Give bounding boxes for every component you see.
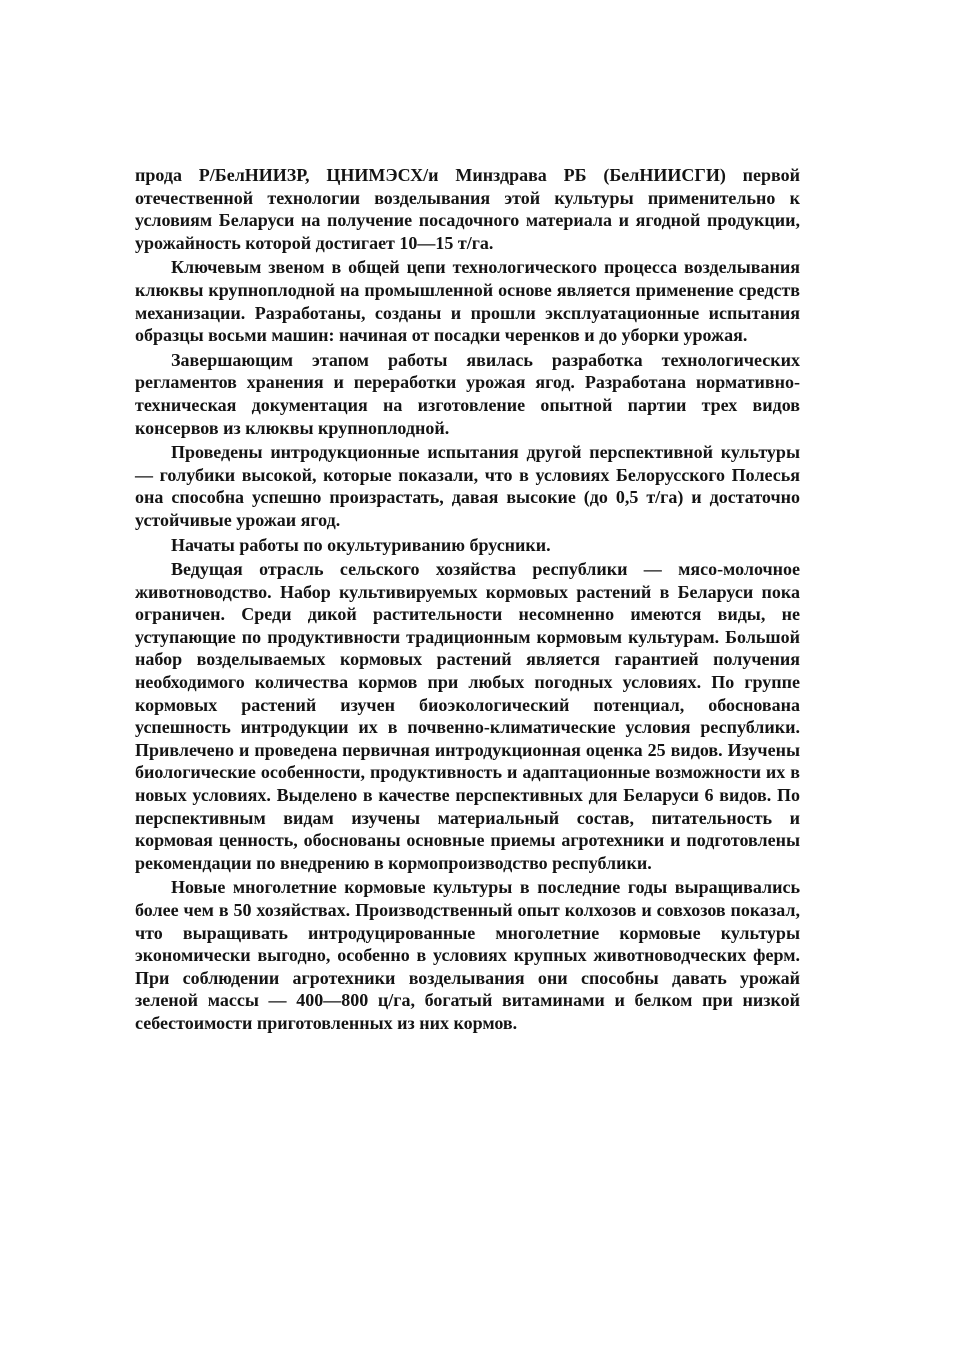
paragraph-continuation: прода Р/БелНИИЗР, ЦНИМЭСХ/и Минздрава РБ (БелНИИСГИ) первой отечественной технологии возделывания этой культуры применительно к условиям Беларуси на получение посадочного материала и ягодной продукции, урожайность которой достигает 10—15 т/га.	[135, 165, 800, 253]
paragraph-livestock: Ведущая отрасль сельского хозяйства республики — мясо-молочное животноводство. Набор культивируемых кормовых растений в Беларуси пока ограничен. Среди дикой растительности несомненно имеются виды, не уступающие по продуктивности традиционным кормовым культурам. Большой набор возделываемых кормовых растений является гарантией получения необходимого количества кормов при любых погодных условиях. По группе кормовых растений изучен биоэкологический потенциал, обоснована успешность интродукции их в почвенно-климатические условия республики. Привлечено и проведена первичная интродукционная оценка 25 видов. Изучены биологические особенности, продуктивность и адаптационные возможности их в новых условиях. Выделено в качестве перспективных для Беларуси 6 видов. По перспективным видам изучены материальный состав, питательность и кормовая ценность, обоснованы основные приемы агротехники и подготовлены рекомендации по внедрению в кормопроизводство республики.	[135, 559, 800, 873]
paragraph-blueberry: Проведены интродукционные испытания другой перспективной культуры — голубики высокой, которые показали, что в условиях Белорусского Полесья она способна успешно произрастать, давая высокие (до 0,5 т/га) и достаточно устойчивые урожаи ягод.	[135, 442, 800, 530]
body-text	[135, 164, 800, 1035]
paragraph-processing: Завершающим этапом работы явилась разработка технологических регламентов хранения и переработки урожая ягод. Разработана нормативно-техническая документация на изготовление опытной партии трех видов консервов из клюквы крупноплодной.	[135, 349, 800, 438]
paragraph-lingonberry: Начаты работы по окультуриванию брусники.	[171, 534, 551, 555]
paragraph-forage-crops: Новые многолетние кормовые культуры в последние годы выращивались более чем в 50 хозяйствах. Производственный опыт колхозов и совхозов показал, что выращивать интродуцированные многолетние кормовые культуры экономически выгодно, особенно в условиях крупных животноводческих ферм. При соблюдении агротехники возделывания они способны давать урожай зеленой массы — 400—800 ц/га, богатый витаминами и белком при низкой себестоимости приготовленных из них кормов.	[135, 877, 800, 1033]
paragraph-mechanization: Ключевым звеном в общей цепи технологического процесса возделывания клюквы крупноплодной на промышленной основе является применение средств механизации. Разработаны, созданы и прошли эксплуатационные испытания образцы восьми машин: начиная от посадки черенков и до уборки урожая.	[135, 257, 800, 346]
